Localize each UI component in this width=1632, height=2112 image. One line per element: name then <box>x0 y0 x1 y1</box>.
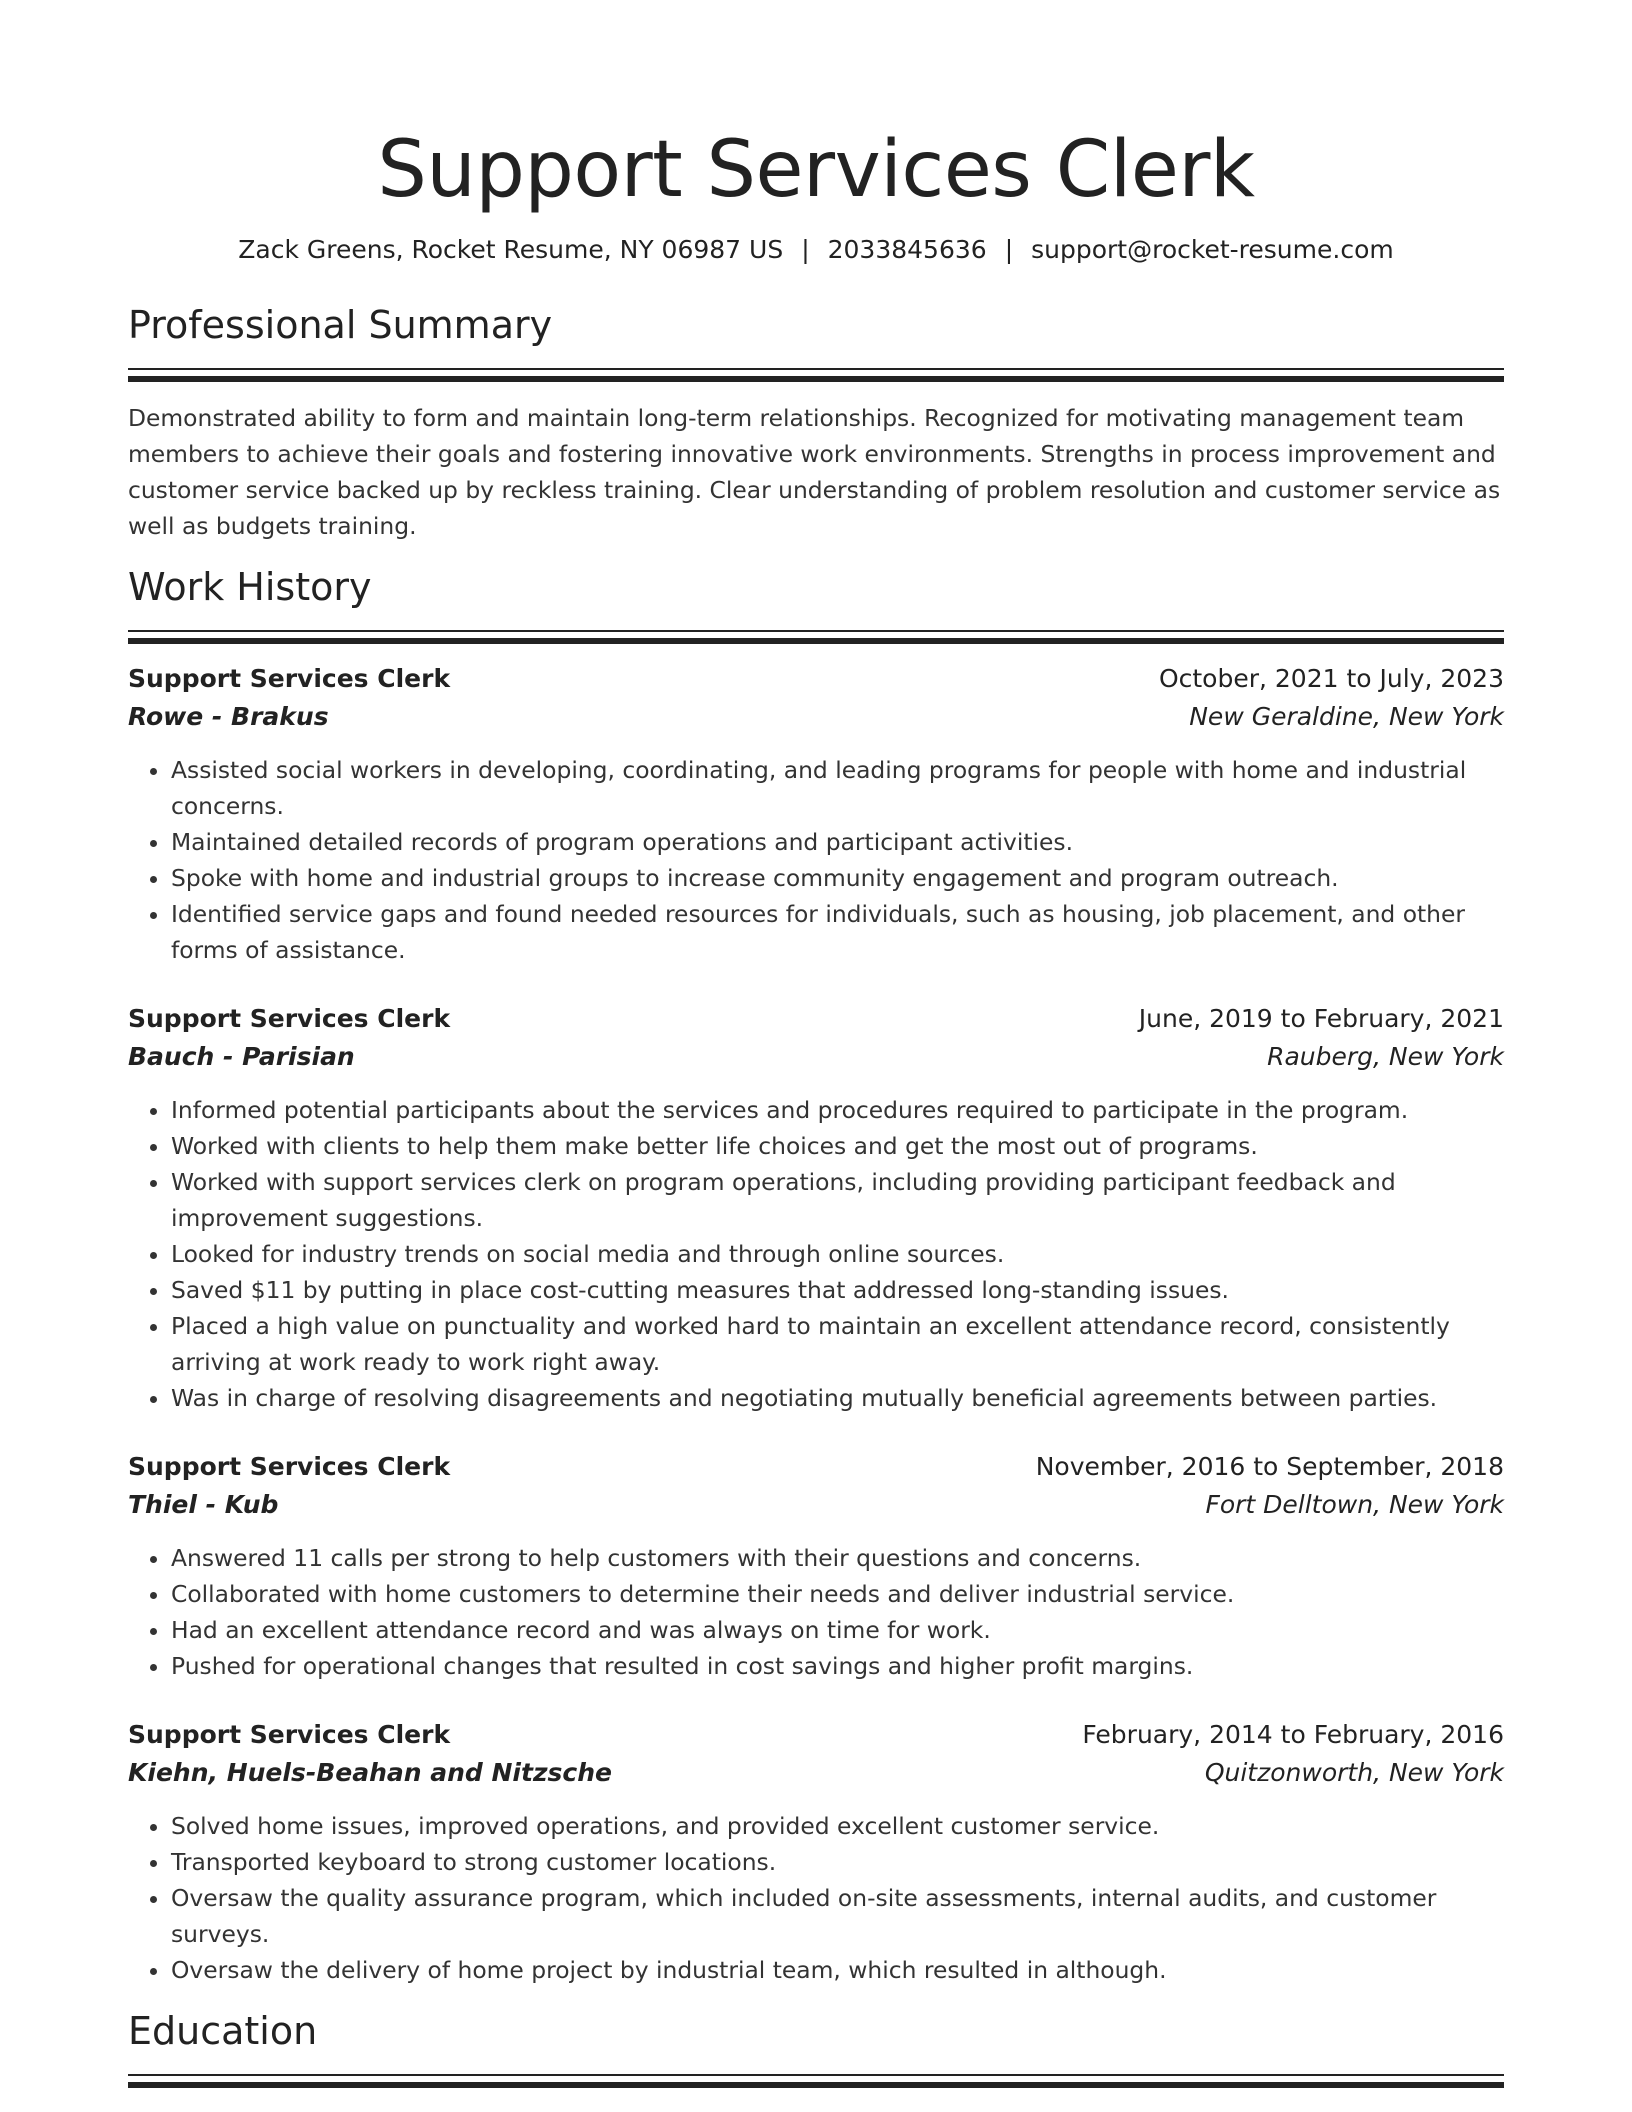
job-company: Kiehn, Huels-Beahan and Nitzsche <box>128 1758 612 1787</box>
section-rule-thick <box>128 2082 1504 2088</box>
section-rule <box>128 368 1504 370</box>
job-company: Bauch - Parisian <box>128 1042 355 1071</box>
list-item: • Had an excellent attendance record and was always on time for work. <box>171 1612 1504 1648</box>
contact-separator: | <box>801 235 810 264</box>
contact-email: support@rocket-resume.com <box>1031 235 1394 264</box>
work-history-section <box>128 564 1504 1988</box>
job-location: Rauberg, New York <box>1267 1042 1504 1071</box>
list-item: • Pushed for operational changes that resulted in cost savings and higher profit margins. <box>171 1648 1504 1684</box>
job-title: Support Services Clerk <box>128 1004 451 1033</box>
list-item: • Identified service gaps and found needed resources for individuals, such as housing, job placement, and other forms of assistance. <box>171 896 1504 968</box>
summary-section <box>128 302 1504 544</box>
job-location: Quitzonworth, New York <box>1204 1758 1504 1787</box>
section-rule-thick <box>128 638 1504 644</box>
list-item: • Transported keyboard to strong customer locations. <box>171 1844 1504 1880</box>
list-item: • Maintained detailed records of program operations and participant activities. <box>171 824 1504 860</box>
list-item: • Was in charge of resolving disagreements and negotiating mutually beneficial agreements between parties. <box>171 1380 1504 1416</box>
job-bullets <box>128 1808 1504 1988</box>
list-item: • Oversaw the quality assurance program, which included on-site assessments, internal audits, and customer surveys. <box>171 1880 1504 1952</box>
job-bullets <box>128 1092 1504 1416</box>
job-company-row <box>128 1754 1504 1792</box>
job-header-row <box>128 1000 1504 1038</box>
job-dates: June, 2019 to February, 2021 <box>1138 1004 1504 1033</box>
job-dates: February, 2014 to February, 2016 <box>1082 1720 1504 1749</box>
job-entry <box>128 1716 1504 1988</box>
list-item: • Informed potential participants about the services and procedures required to participate in the program. <box>171 1092 1504 1128</box>
summary-heading: Professional Summary <box>128 303 553 347</box>
job-entry <box>128 1000 1504 1416</box>
list-item: • Placed a high value on punctuality and worked hard to maintain an excellent attendance record, consistently arriving at work ready to work right away. <box>171 1308 1504 1380</box>
job-dates: October, 2021 to July, 2023 <box>1158 664 1504 693</box>
job-bullets <box>128 752 1504 968</box>
job-dates: November, 2016 to September, 2018 <box>1035 1452 1504 1481</box>
job-header-row <box>128 1716 1504 1754</box>
job-header-row <box>128 1448 1504 1486</box>
job-company-row <box>128 1486 1504 1524</box>
contact-line <box>128 234 1504 266</box>
section-rule-thick <box>128 376 1504 382</box>
contact-address: Zack Greens, Rocket Resume, NY 06987 US <box>238 235 784 264</box>
list-item: • Worked with clients to help them make better life choices and get the most out of programs. <box>171 1128 1504 1164</box>
education-heading: Education <box>128 2009 318 2053</box>
contact-phone: 2033845636 <box>827 235 987 264</box>
job-company-row <box>128 698 1504 736</box>
job-title: Support Services Clerk <box>128 1452 451 1481</box>
resume-title: Support Services Clerk <box>377 125 1255 215</box>
list-item: • Solved home issues, improved operations, and provided excellent customer service. <box>171 1808 1504 1844</box>
list-item: • Assisted social workers in developing, coordinating, and leading programs for people with home and industrial concerns. <box>171 752 1504 824</box>
summary-text: Demonstrated ability to form and maintain long-term relationships. Recognized for motivating management team members to achieve their goals and fostering innovative work environments. Strengths in process improvement and customer service backed up by reckless training. Clear understanding of problem resolution and customer service as well as budgets training. <box>128 404 1501 540</box>
section-rule <box>128 2074 1504 2076</box>
list-item: • Worked with support services clerk on program operations, including providing participant feedback and improvement suggestions. <box>171 1164 1504 1236</box>
job-location: New Geraldine, New York <box>1189 702 1504 731</box>
list-item: • Collaborated with home customers to determine their needs and deliver industrial service. <box>171 1576 1504 1612</box>
job-entry <box>128 1448 1504 1684</box>
list-item: • Oversaw the delivery of home project by industrial team, which resulted in although. <box>171 1952 1504 1988</box>
job-bullets <box>128 1540 1504 1684</box>
job-title: Support Services Clerk <box>128 664 451 693</box>
job-header-row <box>128 660 1504 698</box>
job-company: Rowe - Brakus <box>128 702 329 731</box>
job-company-row <box>128 1038 1504 1076</box>
list-item: • Spoke with home and industrial groups to increase community engagement and program outreach. <box>171 860 1504 896</box>
list-item: • Looked for industry trends on social media and through online sources. <box>171 1236 1504 1272</box>
section-rule <box>128 630 1504 632</box>
job-title: Support Services Clerk <box>128 1720 451 1749</box>
education-section <box>128 2008 1504 2088</box>
list-item: • Answered 11 calls per strong to help customers with their questions and concerns. <box>171 1540 1504 1576</box>
contact-separator: | <box>1004 235 1014 264</box>
resume-page <box>128 0 1504 2088</box>
list-item: • Saved $11 by putting in place cost-cutting measures that addressed long-standing issues. <box>171 1272 1504 1308</box>
job-location: Fort Delltown, New York <box>1205 1490 1504 1519</box>
job-entry <box>128 660 1504 968</box>
work-history-heading: Work History <box>128 565 372 609</box>
job-company: Thiel - Kub <box>128 1490 279 1519</box>
